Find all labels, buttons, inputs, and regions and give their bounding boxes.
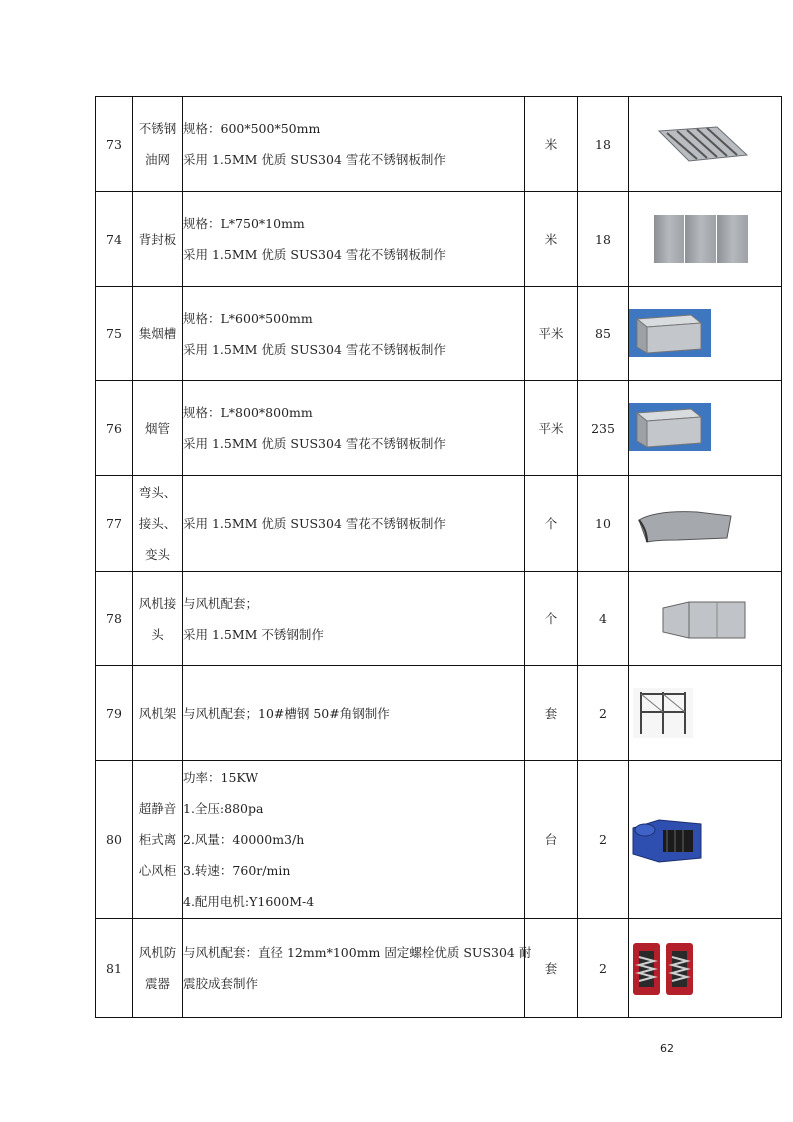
item-name (133, 666, 183, 761)
table-row (96, 476, 782, 572)
item-description (183, 381, 525, 476)
description-line: 与风机配套； (183, 595, 259, 611)
vibration-damper-image (631, 941, 695, 997)
row-number: 73 (96, 97, 133, 192)
quantity-cell: 235 (578, 381, 629, 476)
item-name (133, 97, 183, 192)
image-cell (629, 287, 782, 381)
item-name-line: 弯头、 (138, 485, 177, 500)
quantity-cell: 85 (578, 287, 629, 381)
spec-table (95, 96, 782, 1018)
image-cell (629, 761, 782, 919)
image-cell (629, 381, 782, 476)
item-name (133, 287, 183, 381)
centrifugal-fan-cabinet-image (629, 816, 705, 864)
smoke-duct-image (629, 403, 711, 451)
image-cell (629, 572, 782, 666)
table-row (96, 919, 782, 1018)
item-name (133, 919, 183, 1018)
description-line: 4.配用电机:Y1600M-4 (183, 894, 315, 909)
row-number: 77 (96, 476, 133, 572)
item-description (183, 192, 525, 287)
fan-frame-image (633, 688, 693, 738)
fan-connector-image (661, 600, 747, 642)
item-name-line: 油网 (144, 152, 170, 167)
description-line: 采用 1.5MM 优质 SUS304 雪花不锈钢板制作 (183, 152, 446, 167)
item-description (183, 666, 525, 761)
item-name-line: 震器 (144, 976, 170, 991)
description-line: 1.全压:880pa (183, 801, 264, 816)
row-number: 79 (96, 666, 133, 761)
unit-cell: 套 (525, 666, 578, 761)
description-line: 2.风量：40000m3/h (183, 832, 305, 847)
row-number: 80 (96, 761, 133, 919)
unit-cell: 平米 (525, 381, 578, 476)
description-line: 3.转速：760r/min (183, 863, 291, 878)
table-row (96, 666, 782, 761)
row-number: 81 (96, 919, 133, 1018)
description-line: 采用 1.5MM 优质 SUS304 雪花不锈钢板制作 (183, 516, 446, 531)
description-line: 规格：L*800*800mm (183, 405, 313, 420)
item-description (183, 476, 525, 572)
row-number: 74 (96, 192, 133, 287)
quantity-cell: 2 (578, 919, 629, 1018)
item-description (183, 572, 525, 666)
image-cell (629, 192, 782, 287)
image-cell (629, 919, 782, 1018)
item-description (183, 761, 525, 919)
unit-cell: 米 (525, 97, 578, 192)
item-description (183, 97, 525, 192)
image-cell (629, 97, 782, 192)
table-row (96, 381, 782, 476)
quantity-cell: 18 (578, 97, 629, 192)
item-name-line: 超静音 (138, 801, 177, 816)
item-name-line: 风机接 (138, 595, 177, 611)
item-name-line: 烟管 (144, 420, 170, 436)
unit-cell: 套 (525, 919, 578, 1018)
page-number: 62 (660, 1042, 674, 1055)
item-name-line: 不锈钢 (138, 121, 177, 136)
row-number: 76 (96, 381, 133, 476)
item-name-line: 背封板 (138, 231, 177, 247)
description-line: 规格：600*500*50mm (183, 121, 321, 136)
back-panel-image (653, 214, 749, 264)
description-line: 与风机配套；10#槽钢 50#角钢制作 (183, 705, 390, 721)
description-line: 功率：15KW (183, 770, 259, 785)
unit-cell: 米 (525, 192, 578, 287)
table-row (96, 761, 782, 919)
description-line: 采用 1.5MM 优质 SUS304 雪花不锈钢板制作 (183, 436, 446, 451)
image-cell (629, 666, 782, 761)
table-row (96, 192, 782, 287)
item-name-line: 变头 (144, 547, 170, 562)
unit-cell: 个 (525, 572, 578, 666)
description-line: 采用 1.5MM 不锈钢制作 (183, 626, 324, 642)
item-description (183, 919, 532, 1018)
quantity-cell: 10 (578, 476, 629, 572)
item-name-line: 集烟槽 (138, 326, 177, 341)
item-name-line: 风机防 (138, 945, 177, 960)
unit-cell: 个 (525, 476, 578, 572)
table-row (96, 572, 782, 666)
description-line: 采用 1.5MM 优质 SUS304 雪花不锈钢板制作 (183, 247, 446, 262)
quantity-cell: 18 (578, 192, 629, 287)
item-name (133, 476, 183, 572)
table-row (96, 287, 782, 381)
item-name-line: 柜式离 (138, 832, 177, 847)
description-line: 规格：L*600*500mm (183, 310, 313, 326)
item-name (133, 572, 183, 666)
row-number: 75 (96, 287, 133, 381)
quantity-cell: 4 (578, 572, 629, 666)
item-name-line: 接头、 (138, 516, 177, 531)
table-row (96, 97, 782, 192)
quantity-cell: 2 (578, 666, 629, 761)
description-line: 采用 1.5MM 优质 SUS304 雪花不锈钢板制作 (183, 341, 446, 357)
image-cell (629, 476, 782, 572)
item-name-line: 风机架 (138, 705, 177, 721)
description-line: 规格：L*750*10mm (183, 216, 305, 231)
description-line: 震胶成套制作 (183, 976, 259, 991)
item-name (133, 761, 183, 919)
quantity-cell: 2 (578, 761, 629, 919)
description-line: 与风机配套：直径 12mm*100mm 固定螺栓优质 SUS304 耐 (183, 945, 532, 960)
smoke-trough-image (629, 309, 711, 357)
unit-cell: 平米 (525, 287, 578, 381)
duct-elbow-image (637, 508, 733, 544)
item-name (133, 381, 183, 476)
grease-filter-image (657, 125, 749, 163)
row-number: 78 (96, 572, 133, 666)
item-description (183, 287, 525, 381)
item-name (133, 192, 183, 287)
item-name-line: 心风柜 (138, 863, 177, 878)
item-name-line: 头 (151, 626, 164, 642)
unit-cell: 台 (525, 761, 578, 919)
